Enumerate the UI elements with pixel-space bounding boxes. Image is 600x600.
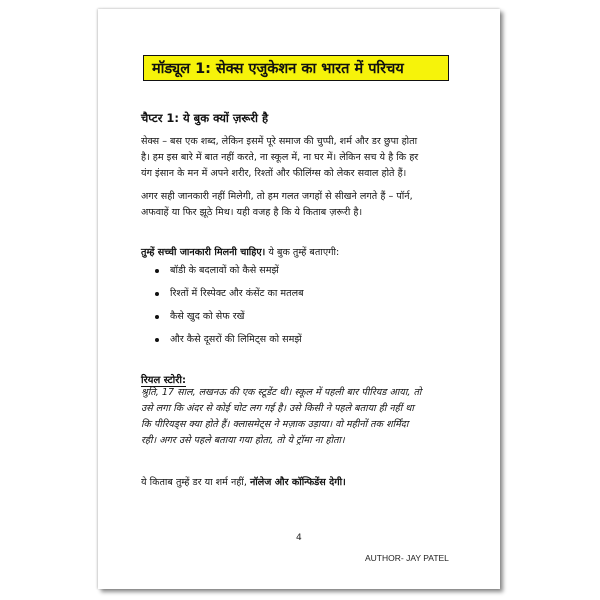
bullet-icon [155, 269, 159, 273]
bullet-icon [155, 315, 159, 319]
module-title: मॉड्यूल 1: सेक्स एजुकेशन का भारत में परिचय [152, 61, 404, 77]
list-item [155, 309, 304, 332]
list-item-text: रिश्तों में रिस्पेक्ट और कंसेंट का मतलब [170, 288, 304, 299]
author-credit: AUTHOR- JAY PATEL [365, 553, 449, 563]
paragraph-line: अफवाहें या फिर झूठे मिथ। यही वजह है कि ये किताब ज़रूरी है। [141, 207, 363, 218]
paragraph-line: अगर सही जानकारी नहीं मिलेगी, तो हम गलत जगहों से सीखने लगते हैं – पॉर्न, [141, 191, 413, 202]
closing-bold-text: नॉलेज और कॉन्फिडेंस देगी। [249, 477, 346, 488]
closing-statement [141, 475, 346, 488]
bullet-icon [155, 292, 159, 296]
list-item [155, 286, 304, 309]
list-item-text: और कैसे दूसरों की लिमिट्स को समझें [170, 334, 302, 345]
story-text [141, 385, 486, 449]
closing-normal-text: ये किताब तुम्हें डर या शर्म नहीं, [141, 477, 250, 488]
info-statement [141, 245, 339, 258]
story-line: रही। अगर उसे पहले बताया गया होता, तो ये ट्रॉमा ना होता। [141, 435, 345, 446]
info-bold-text: तुम्हें सच्ची जानकारी मिलनी चाहिए। [141, 247, 266, 258]
list-item [155, 263, 304, 286]
story-line: उसे लगा कि अंदर से कोई चोट लग गई है। उसे किसी ने पहले बताया ही नहीं था [141, 403, 414, 414]
intro-paragraph [141, 134, 481, 182]
page-number: 4 [296, 533, 302, 543]
list-item-text: कैसे खुद को सेफ रखें [170, 311, 245, 322]
paragraph-line: है। हम इस बारे में बात नहीं करते, ना स्कूल में, ना घर में। लेकिन सच ये है कि हर [141, 152, 419, 163]
list-item-text: बॉडी के बदलावों को कैसे समझें [170, 265, 279, 276]
story-heading: रियल स्टोरी: [141, 372, 186, 387]
story-line: कि पीरियड्स क्या होते हैं। क्लासमेट्स ने मज़ाक उड़ाया। वो महीनों तक शर्मिंदा [141, 419, 409, 430]
list-item [155, 332, 304, 355]
info-rest-text: ये बुक तुम्हें बताएगी: [265, 247, 340, 258]
topics-list [155, 263, 304, 355]
paragraph-line: यंग इंसान के मन में अपने शरीर, रिश्तों और फीलिंग्स को लेकर सवाल होते हैं। [141, 168, 407, 179]
chapter-heading: चैप्टर 1: ये बुक क्यों ज़रूरी है [141, 111, 269, 125]
module-title-box [143, 55, 449, 81]
story-line: श्रुति, 17 साल, लखनऊ की एक स्टूडेंट थी। स्कूल में पहली बार पीरियड आया, तो [141, 387, 422, 398]
paragraph-line: सेक्स – बस एक शब्द, लेकिन इसमें पूरे समाज की चुप्पी, शर्म और डर छुपा होता [141, 136, 418, 147]
second-paragraph [141, 189, 481, 221]
book-page [98, 9, 500, 589]
bullet-icon [155, 338, 159, 342]
